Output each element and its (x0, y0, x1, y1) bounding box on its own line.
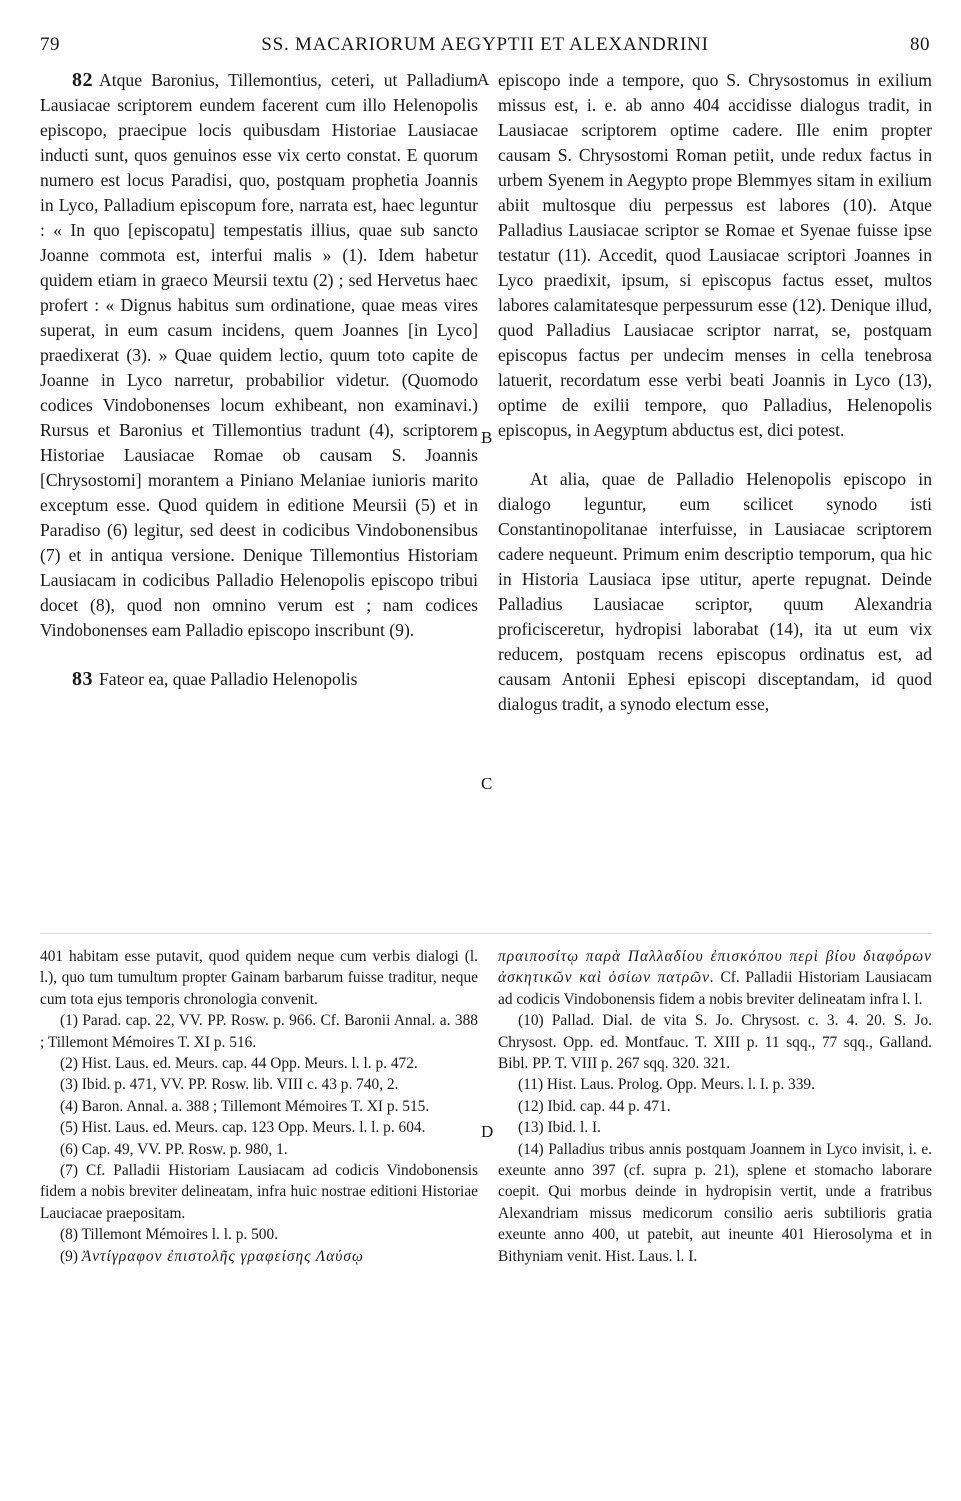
footnote-9 (40, 1246, 478, 1267)
footnote-13: (13) Ibid. l. I. (518, 1119, 601, 1137)
footnotes-left-column (40, 946, 478, 1267)
section-number-83: 83 (72, 668, 93, 690)
margin-marker-b: B (481, 428, 493, 447)
running-header (40, 34, 930, 58)
page-number-left: 79 (40, 34, 60, 55)
section-83-text: Fateor ea, quae Palladio Helenopolis (99, 669, 358, 689)
footnotes-right-column (498, 946, 932, 1267)
section-82-paragraph (40, 68, 478, 643)
continued-paragraph: episcopo inde a tempore, quo S. Chrysostomus in exilium missus est, i. e. ab anno 404 accidisse dialogus tradit, in Lausiacae scriptorem optime cadere. Ille enim propter causam S. Chrysostomi Roman petiit, unde redux factus in urbem Syenem in Aegypto prope Blemmyes sitam in exilium abiit multosque diu perpessus est labores (10). Atque Palladius Lausiacae scriptor se Romae et Syenae fuisse ipse testatur (11). Accedit, quod Lausiacae scriptori Joannes in Lyco praedixit, ipsum, si episcopus factus esset, multos labores calamitatesque perpessurum esse (12). Denique illud, quod Palladius Lausiacae scriptor narrat, se, postquam episcopus factus per undecim menses in cella tenebrosa latuerit, recordatum esse verbi beati Joannis in Lyco (13), optime de exilii tempore, quo Palladius, Helenopolis episcopus, in Aegyptum abductus est, dici potest. (498, 70, 932, 440)
footnote-divider (40, 933, 932, 934)
main-text-left-column (40, 68, 478, 692)
footnote-7: (7) Cf. Palladii Historiam Lausiacam ad codicis Vindobonensis fidem a nobis breviter delineatam, infra huic nostrae editioni Historiae Lauciacae praepositam. (40, 1162, 478, 1222)
footnote-6: (6) Cap. 49, VV. PP. Rosw. p. 980, 1. (60, 1140, 288, 1158)
footnote-3: (3) Ibid. p. 471, VV. PP. Rosw. lib. VIII c. 43 p. 740, 2. (60, 1076, 399, 1094)
section-82-text: Atque Baronius, Tillemontius, ceteri, ut Palladium Lausiacae scriptorem eundem facerent cum illo Helenopolis episcopo, praecipue locis quibusdam Historiae Lausiacae inducti sunt, quos genuinos esse vix certo constat. E quorum numero est locus Paradisi, quo, postquam prophetia Joannis in Lyco, Palladium episcopum fore, narrata est, haec leguntur : « In quo [episcopatu] tempestatis illius, quae sub sancto Joanne commota est, interfui malis » (1). Idem habetur quidem etiam in graeco Meursii textu (2) ; sed Hervetus haec profert : « Dignus habitus sum ordinatione, quae meas vires superat, in eum casum incidens, quem Joannes [in Lyco] praedixerat (3). » Quae quidem lectio, quum toto capite de Joanne in Lyco narretur, probabilior videtur. (Quomodo codices Vindobonenses locum exhibeant, non examinavi.) Rursus et Baronius et Tillemontius tradunt (4), scriptorem Historiae Lausiacae Romae ob causam S. Joannis [Chrysostomi] morantem a Piniano Melaniae iunioris marito exceptum esse. Quod quidem in editione Meursii (5) et in Paradiso (6) legitur, sed deest in codicibus Vindobonensibus (7) et in antiqua versione. Denique Tillemontius Historiam Lausiacam in codicibus Palladio Helenopolis episcopo tribui docet (8), quod non omnino verum est ; nam codices Vindobonenses eam Palladio episcopo inscribunt (9). (40, 70, 478, 640)
running-title: SS. MACARIORUM AEGYPTII ET ALEXANDRINI (261, 34, 709, 55)
footnote-9-continuation (498, 946, 932, 1010)
footnote-9-greek: Ἀντίγραφον ἐπιστολῆς γραφείσης Λαύσῳ (81, 1247, 364, 1265)
paragraph-at-alia: At alia, quae de Palladio Helenopolis episcopo in dialogo leguntur, eum scilicet synodo isti Constantinopolitanae interfuisse, in Lausiacae scriptorem cadere nequeunt. Primum enim descriptio temporum, qua hic in Historia Lausiaca ipse utitur, aperte repugnat. Deinde Palladius Lausiacae scriptor, quum Alexandria proficisceretur, hydropisi laborabat (14), ita ut eum vix reducem, postquam recens episcopus ordinatus est, ad causam Antonii Ephesi episcopi disceptandam, id quod dialogus tradit, a synodo electum esse, (498, 469, 932, 714)
footnote-10: (10) Pallad. Dial. de vita S. Jo. Chrysost. c. 3. 4. 20. S. Jo. Chrysost. Opp. ed. Montfauc. T. XIII p. 11 sqq., 77 sqq., Galland. Bibl. PP. T. VIII p. 267 sqq. 320. 321. (498, 1012, 932, 1073)
section-83-paragraph (40, 667, 478, 692)
footnote-11: (11) Hist. Laus. Prolog. Opp. Meurs. l. I. p. 339. (518, 1076, 815, 1094)
margin-marker-c: C (481, 774, 493, 793)
footnote-9-greek-continued: πραιποσίτῳ παρὰ Παλλαδίου ἐπισκόπου περὶ βίου διαφόρων ἀσκητικῶν καὶ ὁσίων πατρῶν. (498, 948, 932, 987)
footnote-12: (12) Ibid. cap. 44 p. 471. (518, 1097, 671, 1115)
footnote-8: (8) Tillemont Mémoires l. l. p. 500. (60, 1226, 279, 1244)
footnote-continuation: 401 habitam esse putavit, quod quidem neque cum verbis dialogi (l. l.), quo tum tumultum propter Gainam barbarum fuisse traditur, neque cum tota ejus temporis chronologia convenit. (40, 948, 478, 1008)
footnote-9-number: (9) (60, 1247, 78, 1265)
footnote-5: (5) Hist. Laus. ed. Meurs. cap. 123 Opp. Meurs. l. l. p. 604. (60, 1119, 426, 1137)
section-number-82: 82 (72, 69, 93, 91)
footnote-2: (2) Hist. Laus. ed. Meurs. cap. 44 Opp. Meurs. l. l. p. 472. (60, 1055, 418, 1073)
footnote-1: (1) Parad. cap. 22, VV. PP. Rosw. p. 966. Cf. Baronii Annal. a. 388 ; Tillemont Mémoires T. XI p. 516. (40, 1012, 478, 1051)
main-text-right-column (498, 68, 932, 717)
page-number-right: 80 (910, 34, 930, 55)
margin-marker-a: A (477, 70, 490, 89)
footnote-9-reference: Cf. Palladii Historiam Lausiacam ad codicis Vindobonensis fidem a nobis breviter delineatam infra l. l. (498, 969, 932, 1008)
footnote-4: (4) Baron. Annal. a. 388 ; Tillemont Mémoires T. XI p. 515. (60, 1097, 430, 1115)
footnote-14: (14) Palladius tribus annis postquam Joannem in Lyco invisit, i. e. exeunte anno 397 (cf. supra p. 21), splene et stomacho laborare coepit. Qui morbus deinde in hydropisin vertit, unde a fratribus Alexandriam missus medicorum consilio aeris subtilioris gratia exeunte anno 400, ut patebit, aut ineunte 401 Hierosolyma et in Bithyniam venit. Hist. Laus. l. I. (498, 1140, 932, 1265)
margin-marker-d: D (481, 1122, 494, 1141)
